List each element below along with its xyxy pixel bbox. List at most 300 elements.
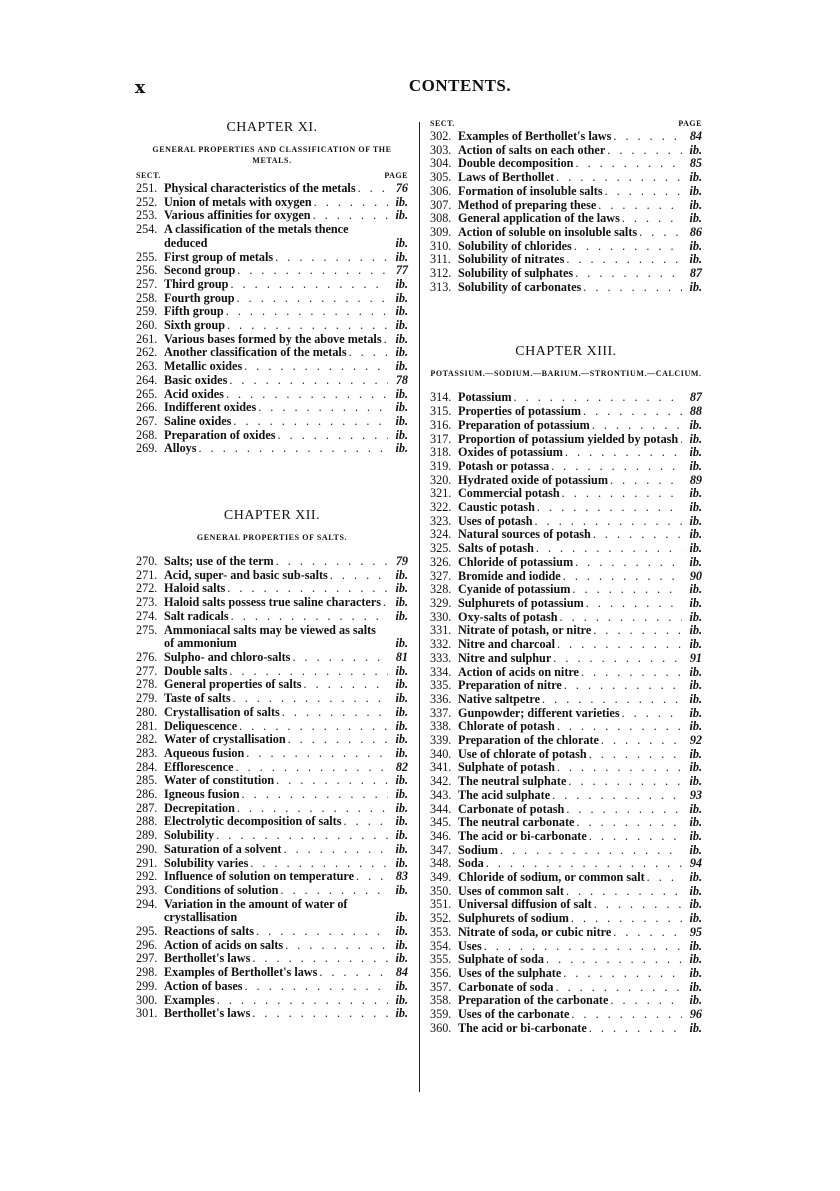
page-ref: ib. (395, 318, 408, 333)
leader-dots (562, 487, 682, 501)
section-number: 335. (430, 678, 452, 693)
chapter-11-entries (136, 182, 408, 456)
section-number: 278. (136, 677, 158, 692)
toc-entry (430, 556, 702, 570)
section-number: 330. (430, 609, 452, 624)
toc-entry (430, 652, 702, 666)
entry-title: Action of bases (164, 978, 243, 993)
toc-entry (430, 857, 702, 871)
page-ref: ib. (395, 235, 408, 250)
leader-dots (275, 251, 388, 265)
toc-entry (430, 253, 702, 267)
leader-dots (575, 556, 682, 570)
entry-title: Conditions of solution (164, 882, 279, 897)
page-ref: ib. (395, 290, 408, 305)
toc-entry (430, 885, 702, 899)
entry-title: Haloid salts possess true saline characters (164, 595, 381, 610)
section-number: 336. (430, 691, 452, 706)
entry-title: Action of soluble on insoluble salts (458, 224, 638, 239)
leader-dots (276, 555, 388, 569)
chapter-11-subtitle: GENERAL PROPERTIES AND CLASSIFICATION OF THE METALS. (152, 145, 392, 165)
leader-dots (237, 264, 388, 278)
page-ref: ib. (689, 458, 702, 473)
toc-entry (136, 761, 408, 775)
leader-dots (566, 253, 682, 267)
entry-title: Use of chlorate of potash (458, 746, 587, 761)
page-label: PAGE (384, 171, 408, 180)
page-ref: ib. (689, 938, 702, 953)
toc-entry (136, 251, 408, 265)
leader-dots (330, 569, 388, 583)
section-number: 325. (430, 541, 452, 556)
page-ref: 93 (689, 787, 702, 802)
toc-entry (136, 706, 408, 720)
toc-entry (430, 474, 702, 488)
leader-dots (242, 788, 388, 802)
page-title: CONTENTS. (408, 76, 512, 95)
section-number: 319. (430, 458, 452, 473)
section-number: 297. (136, 951, 158, 966)
section-number: 333. (430, 650, 452, 665)
section-number: 266. (136, 400, 158, 415)
entry-title: Hydrated oxide of potassium (458, 472, 608, 487)
entry-title: Solubility of nitrates (458, 252, 565, 267)
toc-entry (430, 816, 702, 830)
toc-entry (430, 775, 702, 789)
toc-entry (430, 570, 702, 584)
section-number: 324. (430, 527, 452, 542)
entry-title: Preparation of nitre (458, 678, 562, 693)
section-number: 295. (136, 924, 158, 939)
section-number: 339. (430, 733, 452, 748)
section-number: 315. (430, 404, 452, 419)
entry-title: Union of metals with oxygen (164, 194, 312, 209)
section-number: 318. (430, 445, 452, 460)
toc-entry (430, 871, 702, 885)
section-number: 307. (430, 197, 452, 212)
section-number: 327. (430, 568, 452, 583)
leader-dots (598, 199, 682, 213)
leader-dots (557, 720, 682, 734)
entry-title: Solubility of chlorides (458, 238, 572, 253)
leader-dots (546, 953, 682, 967)
page-ref: 78 (395, 372, 408, 387)
page-ref: 88 (689, 404, 702, 419)
page-ref: ib. (689, 965, 702, 980)
leader-dots (535, 515, 683, 529)
page-ref: ib. (689, 691, 702, 706)
page-ref: ib. (689, 842, 702, 857)
entry-title: Preparation of the chlorate (458, 733, 599, 748)
toc-entry (430, 528, 702, 542)
section-number: 256. (136, 263, 158, 278)
leader-dots (246, 747, 388, 761)
leader-dots (237, 802, 388, 816)
leader-dots (552, 789, 682, 803)
toc-entry (136, 292, 408, 306)
entry-title: Fifth group (164, 304, 224, 319)
page-ref: ib. (689, 513, 702, 528)
leader-dots (576, 816, 682, 830)
page-ref: ib. (689, 760, 702, 775)
leader-dots (607, 144, 682, 158)
page-ref: ib. (395, 636, 408, 651)
section-number: 283. (136, 745, 158, 760)
leader-dots (356, 870, 388, 884)
leader-dots (583, 281, 682, 295)
entry-title: Double decomposition (458, 156, 574, 171)
section-number: 323. (430, 513, 452, 528)
toc-entry (136, 678, 408, 692)
entry-title: Examples of Berthollet's laws (164, 965, 318, 980)
section-number: 360. (430, 1020, 452, 1035)
toc-entry (136, 733, 408, 747)
toc-entry (136, 788, 408, 802)
page-ref: ib. (395, 567, 408, 582)
section-number: 321. (430, 486, 452, 501)
page-ref: ib. (689, 211, 702, 226)
leader-dots (680, 433, 682, 447)
toc-entry (430, 748, 702, 762)
page-ref: ib. (689, 417, 702, 432)
leader-dots (564, 679, 682, 693)
entry-title: Preparation of oxides (164, 427, 276, 442)
toc-entry (136, 555, 408, 569)
toc-entry (136, 610, 408, 624)
leader-dots (233, 415, 388, 429)
leader-dots (581, 666, 682, 680)
leader-dots (313, 209, 388, 223)
page-label: PAGE (678, 119, 702, 128)
leader-dots (610, 994, 682, 1008)
page-ref: 94 (689, 856, 702, 871)
leader-dots (601, 734, 682, 748)
entry-title: Haloid salts (164, 581, 226, 596)
section-number: 255. (136, 249, 158, 264)
section-number: 299. (136, 978, 158, 993)
page-ref: ib. (689, 664, 702, 679)
entry-title: Nitrate of potash, or nitre (458, 623, 592, 638)
leader-dots (252, 952, 388, 966)
leader-dots (593, 528, 682, 542)
toc-entry (136, 429, 408, 443)
entry-title: Alloys (164, 441, 197, 456)
leader-dots (384, 333, 388, 347)
section-number: 260. (136, 318, 158, 333)
section-number: 313. (430, 279, 452, 294)
entry-title: Sulphate of soda (458, 952, 545, 967)
leader-dots (560, 611, 682, 625)
page-ref: ib. (689, 170, 702, 185)
section-number: 358. (430, 993, 452, 1008)
entry-title: Uses of common salt (458, 883, 564, 898)
page-ref: ib. (689, 1020, 702, 1035)
entry-title: Decrepitation (164, 800, 235, 815)
entry-title: Laws of Berthollet (458, 170, 555, 185)
page-ref: 84 (689, 129, 702, 143)
entry-title: The acid or bi-carbonate (458, 828, 587, 843)
toc-entry (430, 761, 702, 775)
leader-dots (586, 597, 682, 611)
leader-dots (639, 226, 682, 240)
page-ref: ib. (395, 359, 408, 374)
section-number: 309. (430, 224, 452, 239)
page-ref: ib. (689, 883, 702, 898)
entry-title: Commercial potash (458, 486, 560, 501)
section-number: 270. (136, 554, 158, 569)
entry-title: Bromide and iodide (458, 568, 561, 583)
toc-entry (136, 843, 408, 857)
toc-entry (430, 199, 702, 213)
section-number: 345. (430, 815, 452, 830)
page-ref: 95 (689, 924, 702, 939)
toc-entry (136, 692, 408, 706)
left-column (136, 118, 408, 1021)
entry-title: Carbonate of soda (458, 979, 554, 994)
leader-dots (575, 267, 682, 281)
section-number: 338. (430, 719, 452, 734)
entry-title: Potash or potassa (458, 458, 550, 473)
leader-dots (551, 460, 682, 474)
section-number: 253. (136, 208, 158, 223)
page-ref: ib. (395, 814, 408, 829)
page-ref: ib. (689, 897, 702, 912)
leader-dots (566, 885, 682, 899)
entry-title: Deliquescence (164, 718, 238, 733)
toc-entry (136, 857, 408, 871)
page-ref: ib. (395, 910, 408, 925)
toc-entry (136, 870, 408, 884)
toc-entry (430, 611, 702, 625)
section-number: 298. (136, 965, 158, 980)
section-number: 308. (430, 211, 452, 226)
page-ref: 91 (689, 650, 702, 665)
section-number: 329. (430, 595, 452, 610)
section-number: 347. (430, 842, 452, 857)
leader-dots (536, 542, 682, 556)
entry-title: Another classification of the metals (164, 345, 347, 360)
entry-title: Basic oxides (164, 372, 228, 387)
leader-dots (557, 761, 682, 775)
toc-entry (430, 157, 702, 171)
toc-entry (136, 829, 408, 843)
toc-entry (430, 720, 702, 734)
section-number: 344. (430, 801, 452, 816)
page-ref: ib. (395, 882, 408, 897)
section-number: 288. (136, 814, 158, 829)
page-ref: ib. (395, 992, 408, 1007)
entry-title: Metallic oxides (164, 359, 243, 374)
leader-dots (237, 292, 388, 306)
entry-title: Chlorate of potash (458, 719, 555, 734)
toc-entry (136, 401, 408, 415)
section-number: 348. (430, 856, 452, 871)
section-number: 271. (136, 567, 158, 582)
toc-entry (430, 515, 702, 529)
leader-dots (589, 748, 682, 762)
leader-dots (556, 171, 682, 185)
toc-entry (430, 487, 702, 501)
page-ref: ib. (395, 1006, 408, 1021)
entry-title: Action of acids on salts (164, 937, 284, 952)
page-ref: 87 (689, 266, 702, 281)
page-ref: ib. (395, 249, 408, 264)
leader-dots (239, 720, 388, 734)
section-number: 311. (430, 252, 451, 267)
page-ref: 96 (689, 1007, 702, 1022)
section-number: 289. (136, 828, 158, 843)
entry-title: Double salts (164, 663, 228, 678)
page-ref: ib. (395, 304, 408, 319)
toc-entry (430, 926, 702, 940)
section-number: 259. (136, 304, 158, 319)
leader-dots (613, 130, 682, 144)
leader-dots (285, 939, 388, 953)
entry-title: Sulphate of potash (458, 760, 555, 775)
toc-entry (430, 666, 702, 680)
page-ref: ib. (395, 427, 408, 442)
toc-entry (136, 1007, 408, 1021)
entry-title: Solubility of carbonates (458, 279, 582, 294)
leader-dots (230, 278, 388, 292)
entry-title: Saturation of a solvent (164, 841, 282, 856)
section-number: 314. (430, 390, 452, 405)
page-ref: ib. (395, 951, 408, 966)
toc-entry (430, 844, 702, 858)
leader-dots (610, 474, 682, 488)
chapter-12-entries (136, 555, 408, 1021)
chapter-13-entries (430, 391, 702, 1035)
entry-title: Gunpowder; different varieties (458, 705, 620, 720)
section-number: 286. (136, 787, 158, 802)
page-ref: ib. (395, 924, 408, 939)
toc-entry (430, 212, 702, 226)
leader-dots (537, 501, 682, 515)
entry-title: Acid, super- and basic sub-salts (164, 567, 328, 582)
toc-entry (430, 679, 702, 693)
leader-dots (252, 1007, 388, 1021)
entry-title: Oxides of potassium (458, 445, 563, 460)
page-ref: ib. (395, 732, 408, 747)
entry-title: Acid oxides (164, 386, 224, 401)
toc-entry (136, 278, 408, 292)
page-ref: ib. (395, 386, 408, 401)
entry-title: Method of preparing these (458, 197, 597, 212)
toc-entry (430, 734, 702, 748)
page-ref: ib. (689, 445, 702, 460)
section-number: 267. (136, 413, 158, 428)
page-ref: ib. (689, 554, 702, 569)
page-ref: ib. (689, 952, 702, 967)
page-ref: ib. (689, 993, 702, 1008)
page-ref: ib. (395, 331, 408, 346)
entry-title: The acid sulphate (458, 787, 551, 802)
toc-entry (136, 374, 408, 388)
section-number: 275. (136, 622, 158, 637)
section-number: 269. (136, 441, 158, 456)
section-number: 337. (430, 705, 452, 720)
page-ref: ib. (395, 691, 408, 706)
leader-dots (244, 360, 388, 374)
entry-title: Salts; use of the term (164, 554, 274, 569)
toc-entry (136, 182, 408, 196)
toc-entry (430, 830, 702, 844)
leader-dots (565, 446, 682, 460)
entry-title: The neutral carbonate (458, 815, 575, 830)
leader-dots (226, 305, 388, 319)
chapter-13-subtitle: POTASSIUM.—SODIUM.—BARIUM.—STRONTIUM.—CALCIUM. (430, 369, 702, 379)
entry-title: Sixth group (164, 318, 226, 333)
toc-entry (136, 582, 408, 596)
page-ref: ib. (689, 609, 702, 624)
entry-title: Caustic potash (458, 500, 535, 515)
section-number: 356. (430, 965, 452, 980)
entry-title: Chloride of sodium, or common salt (458, 870, 645, 885)
leader-dots (227, 319, 388, 333)
leader-dots (555, 981, 682, 995)
section-number: 340. (430, 746, 452, 761)
leader-dots (574, 240, 682, 254)
leader-dots (276, 774, 388, 788)
leader-dots (235, 761, 388, 775)
toc-entry (136, 747, 408, 761)
section-number: 274. (136, 608, 158, 623)
leader-dots (314, 196, 388, 210)
entry-title: Saline oxides (164, 413, 232, 428)
leader-dots (557, 638, 682, 652)
entry-title: Nitrate of soda, or cubic nitre (458, 924, 612, 939)
entry-title: Igneous fusion (164, 787, 240, 802)
page-ref: ib. (689, 815, 702, 830)
page-ref: ib. (395, 208, 408, 223)
page-ref: ib. (689, 623, 702, 638)
toc-entry (136, 264, 408, 278)
leader-dots (258, 401, 388, 415)
toc-entry (136, 569, 408, 583)
section-number: 265. (136, 386, 158, 401)
toc-entry (136, 952, 408, 966)
toc-entry (430, 130, 702, 144)
leader-dots (593, 624, 682, 638)
entry-title: First group of metals (164, 249, 274, 264)
leader-dots (583, 405, 682, 419)
toc-entry (430, 1008, 702, 1022)
page-ref: ib. (689, 595, 702, 610)
chapter-12-subtitle: GENERAL PROPERTIES OF SALTS. (196, 533, 348, 543)
entry-title: Preparation of potassium (458, 417, 590, 432)
page-ref: ib. (395, 718, 408, 733)
toc-entry (430, 981, 702, 995)
entry-title: Water of crystallisation (164, 732, 286, 747)
toc-entry (136, 966, 408, 980)
entry-title: Crystallisation of salts (164, 704, 280, 719)
toc-entry (430, 994, 702, 1008)
entry-title: Berthollet's laws (164, 951, 251, 966)
toc-entry (430, 789, 702, 803)
entry-title: Efflorescence (164, 759, 234, 774)
entry-title: Uses of the sulphate (458, 965, 562, 980)
toc-entry (136, 624, 408, 651)
page-ref: 92 (689, 733, 702, 748)
entry-title: Carbonate of potash (458, 801, 565, 816)
section-number: 263. (136, 359, 158, 374)
page-ref: ib. (689, 197, 702, 212)
entry-title: Salt radicals (164, 608, 229, 623)
section-number: 304. (430, 156, 452, 171)
section-number: 353. (430, 924, 452, 939)
leader-dots (571, 1008, 682, 1022)
section-number: 349. (430, 870, 452, 885)
